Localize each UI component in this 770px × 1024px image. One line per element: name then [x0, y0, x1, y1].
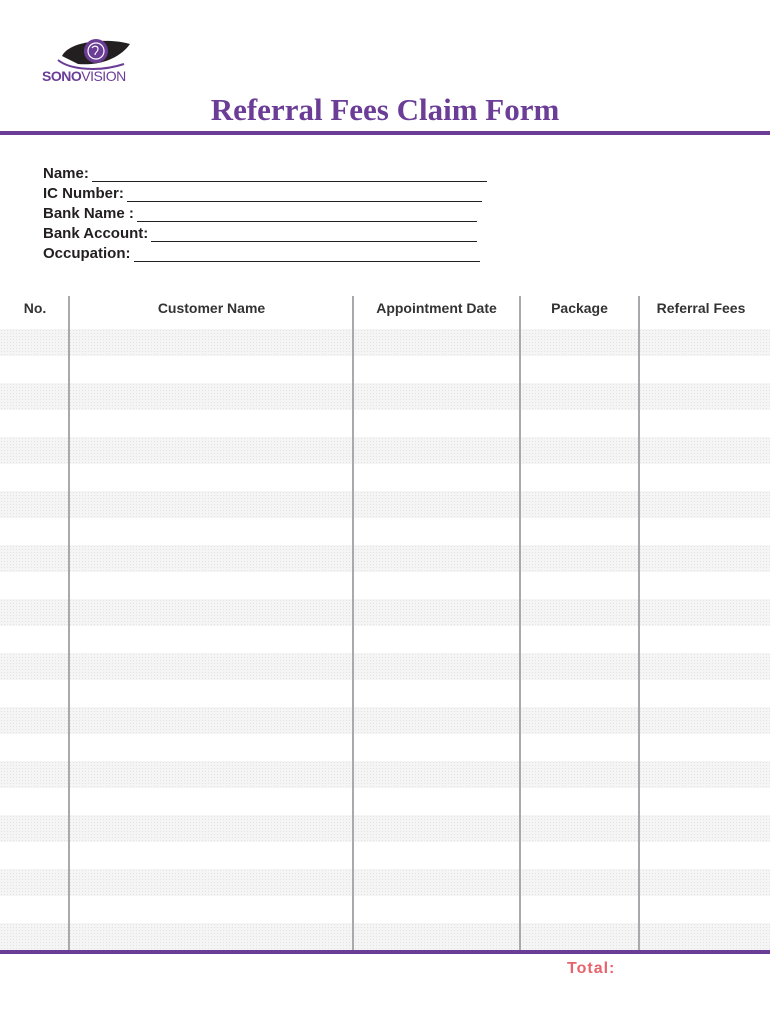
- table-row[interactable]: [0, 437, 770, 464]
- name-line[interactable]: [92, 167, 487, 182]
- table-row[interactable]: [0, 869, 770, 896]
- claimant-details: [43, 162, 487, 262]
- table-row[interactable]: [0, 518, 770, 545]
- table-row[interactable]: [0, 572, 770, 599]
- table-row[interactable]: [0, 653, 770, 680]
- bank-account-field[interactable]: [43, 222, 487, 242]
- name-field[interactable]: [43, 162, 487, 182]
- table-row[interactable]: [0, 410, 770, 437]
- column-divider: [519, 296, 521, 953]
- table-row[interactable]: [0, 680, 770, 707]
- table-row[interactable]: [0, 734, 770, 761]
- table-bottom-divider: [0, 950, 770, 954]
- logo-text: SONOVISION: [42, 68, 126, 84]
- occupation-field[interactable]: [43, 242, 487, 262]
- table-row[interactable]: [0, 761, 770, 788]
- ic-number-label: IC Number:: [43, 185, 124, 202]
- table-row[interactable]: [0, 842, 770, 869]
- total-label: Total:: [567, 960, 616, 977]
- table-row[interactable]: [0, 356, 770, 383]
- page-title: Referral Fees Claim Form: [210, 92, 560, 127]
- table-row[interactable]: [0, 923, 770, 950]
- bank-name-label: Bank Name :: [43, 205, 134, 222]
- col-appointment-date-header: Appointment Date: [376, 300, 497, 316]
- table-row[interactable]: [0, 707, 770, 734]
- table-row[interactable]: [0, 896, 770, 923]
- column-divider: [352, 296, 354, 953]
- table-row[interactable]: [0, 815, 770, 842]
- table-row[interactable]: [0, 626, 770, 653]
- col-package-header: Package: [551, 300, 608, 316]
- col-customer-name-header: Customer Name: [157, 300, 266, 316]
- ic-number-line[interactable]: [127, 187, 482, 202]
- bank-name-line[interactable]: [137, 207, 477, 222]
- bank-account-label: Bank Account:: [43, 225, 149, 242]
- table-row[interactable]: [0, 788, 770, 815]
- table-row[interactable]: [0, 383, 770, 410]
- table-row[interactable]: [0, 545, 770, 572]
- table-row[interactable]: [0, 464, 770, 491]
- table-header: [0, 298, 770, 322]
- bank-name-field[interactable]: [43, 202, 487, 222]
- col-no-header: No.: [23, 300, 47, 316]
- bank-account-line[interactable]: [151, 227, 477, 242]
- column-divider: [638, 296, 640, 953]
- column-divider: [68, 296, 70, 953]
- occupation-label: Occupation:: [43, 245, 131, 262]
- table-row[interactable]: [0, 491, 770, 518]
- name-label: Name:: [43, 165, 89, 182]
- sonovision-logo: [40, 34, 140, 94]
- header-divider: [0, 131, 770, 135]
- table-row[interactable]: [0, 329, 770, 356]
- ic-number-field[interactable]: [43, 182, 487, 202]
- occupation-line[interactable]: [134, 247, 480, 262]
- col-referral-fees-header: Referral Fees: [656, 300, 746, 316]
- table-row[interactable]: [0, 599, 770, 626]
